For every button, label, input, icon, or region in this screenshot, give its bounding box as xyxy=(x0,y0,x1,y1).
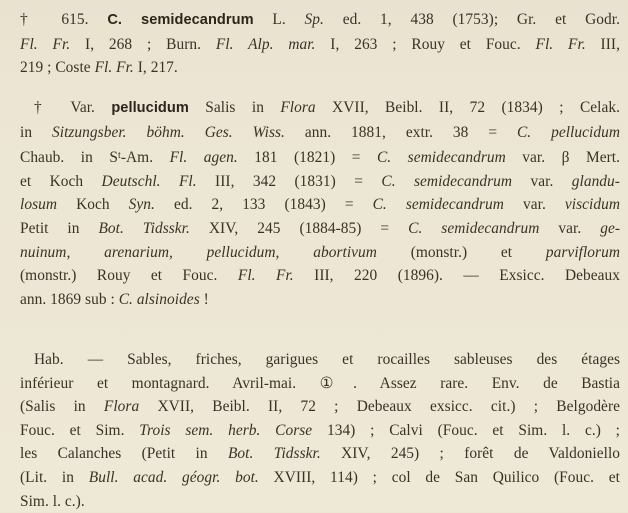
text-fragment: XIV, 245) ; forêt de Valdoniello xyxy=(320,445,620,463)
text-fragment: XVII, Beibl. II, 72 ; Debeaux exsicc. cit.) ; Belgodère xyxy=(139,398,620,416)
variety-line-1 xyxy=(20,96,620,121)
text-fragment: les Calanches (Petit in xyxy=(20,445,228,463)
habitat-line-2: inférieur et montagnard. Avril-mai. ①. Assez rare. Env. de Bastia xyxy=(20,374,620,392)
italic-citation: viscidum xyxy=(564,196,620,214)
variety-line-3 xyxy=(20,144,620,170)
variety-line-7 xyxy=(20,241,620,265)
italic-citation: C. semidecandrum xyxy=(372,196,504,214)
variety-name: pellucidum xyxy=(111,100,189,116)
species-number: 615. xyxy=(61,11,108,28)
superscript: t xyxy=(117,150,121,162)
habitat-line-4 xyxy=(20,419,620,443)
text-fragment: Fouc. et Sim. xyxy=(20,421,140,439)
text-fragment: III, xyxy=(585,35,620,53)
italic-citation: Trois sem. herb. Corse xyxy=(139,421,313,439)
species-name: C. semidecandrum xyxy=(107,12,254,28)
text-fragment: XVII, Beibl. II, 72 (1834) ; Celak. xyxy=(315,99,620,116)
italic-citation: glandu- xyxy=(571,172,620,190)
italic-citation: losum xyxy=(20,196,58,214)
text-fragment: 219 ; Coste xyxy=(20,59,95,77)
habitat-line-1: Hab. — Sables, friches, garigues et rocailles sableuses des étages xyxy=(34,351,620,368)
text-fragment: (monstr.) et xyxy=(376,243,546,261)
text-fragment: I, 217. xyxy=(133,59,178,77)
italic-citation: Sitzungsber. böhm. Ges. Wiss. xyxy=(52,123,285,141)
variety-entry xyxy=(20,96,620,311)
italic-citation: Fl. agen. xyxy=(169,149,238,167)
italic-citation: parviflorum xyxy=(545,243,620,261)
italic-citation: Fl. Fr. xyxy=(20,35,71,53)
text-fragment: ed. 1, 438 (1753); Gr. et Godr. xyxy=(323,11,620,28)
variety-line-9 xyxy=(20,288,620,312)
text-fragment: var. xyxy=(539,219,601,237)
italic-citation: Bull. acad. géogr. bot. xyxy=(88,468,259,486)
habitat-line-5 xyxy=(20,442,620,466)
text-fragment: (monstr.) Rouy et Fouc. xyxy=(20,267,238,285)
text-fragment: III, 220 (1896). — Exsicc. Debeaux xyxy=(293,267,620,285)
italic-citation: C. alsinoides xyxy=(118,290,200,308)
text-fragment: 134) ; Calvi (Fouc. et Sim. l. c.) ; xyxy=(312,421,620,439)
text-fragment: var. β Mert. xyxy=(505,149,620,167)
text-fragment: ann. 1881, extr. 38 = xyxy=(284,123,517,141)
italic-citation: ge- xyxy=(600,219,620,237)
italic-citation: C. semidecandrum xyxy=(408,219,540,237)
text-fragment: Chaub. in S xyxy=(20,149,118,167)
text-fragment: I, 263 ; Rouy et Fouc. xyxy=(315,35,536,53)
italic-citation: Syn. xyxy=(128,196,155,214)
italic-citation: Flora xyxy=(280,99,316,116)
habitat-line-6 xyxy=(20,466,620,490)
italic-citation: nuinum, arenarium, pellucidum, abortivum xyxy=(20,243,377,261)
species-line-2 xyxy=(20,33,620,57)
text-fragment: Koch xyxy=(57,196,129,214)
italic-citation: Fl. Fr. xyxy=(237,267,294,285)
italic-citation: Bot. Tidsskr. xyxy=(98,219,190,237)
italic-citation: Fl. Fr. xyxy=(94,59,134,77)
text-fragment: XIV, 245 (1884-85) = xyxy=(189,219,409,237)
species-line-1 xyxy=(20,8,620,33)
text-fragment: † Var. xyxy=(34,99,112,116)
species-line-3 xyxy=(20,56,620,80)
species-entry xyxy=(20,8,620,80)
variety-line-8 xyxy=(20,264,620,288)
dagger-mark: † xyxy=(20,11,62,28)
text-fragment: Petit in xyxy=(20,219,99,237)
text-fragment: var. xyxy=(512,172,572,190)
italic-citation: Bot. Tidsskr. xyxy=(227,445,321,463)
variety-line-5 xyxy=(20,193,620,217)
text-fragment: in xyxy=(20,123,52,141)
italic-citation: Sp. xyxy=(304,11,324,28)
italic-citation: Fl. Alp. mar. xyxy=(215,35,316,53)
text-fragment: (Lit. in xyxy=(20,468,89,486)
variety-line-4 xyxy=(20,170,620,194)
text-fragment: Salis in xyxy=(188,99,281,116)
italic-citation: Fl. Fr. xyxy=(535,35,586,53)
italic-citation: C. pellucidum xyxy=(516,123,620,141)
text-fragment: var. xyxy=(503,196,565,214)
habitat-line-3 xyxy=(20,395,620,419)
habitat-entry xyxy=(20,348,620,513)
text-fragment: XVIII, 114) ; col de San Quilico (Fouc. et xyxy=(258,468,620,486)
text-fragment: L. xyxy=(253,11,305,28)
italic-citation: Deutschl. Fl. xyxy=(101,172,197,190)
italic-citation: C. semidecandrum xyxy=(381,172,513,190)
text-fragment: ! xyxy=(199,290,209,308)
variety-line-2 xyxy=(20,121,620,145)
habitat-line-7: Sim. l. c.). xyxy=(20,492,85,510)
variety-line-6 xyxy=(20,217,620,241)
text-fragment: ann. 1869 sub : xyxy=(20,290,119,308)
text-fragment: (Salis in xyxy=(20,398,104,416)
text-fragment: -Am. xyxy=(120,149,170,167)
text-fragment: III, 342 (1831) = xyxy=(196,172,382,190)
italic-citation: Flora xyxy=(103,398,140,416)
text-fragment: ed. 2, 133 (1843) = xyxy=(154,196,373,214)
italic-citation: C. semidecandrum xyxy=(376,149,506,167)
text-fragment: et Koch xyxy=(20,172,102,190)
text-fragment: 181 (1821) = xyxy=(237,149,377,167)
text-fragment: I, 268 ; Burn. xyxy=(70,35,216,53)
